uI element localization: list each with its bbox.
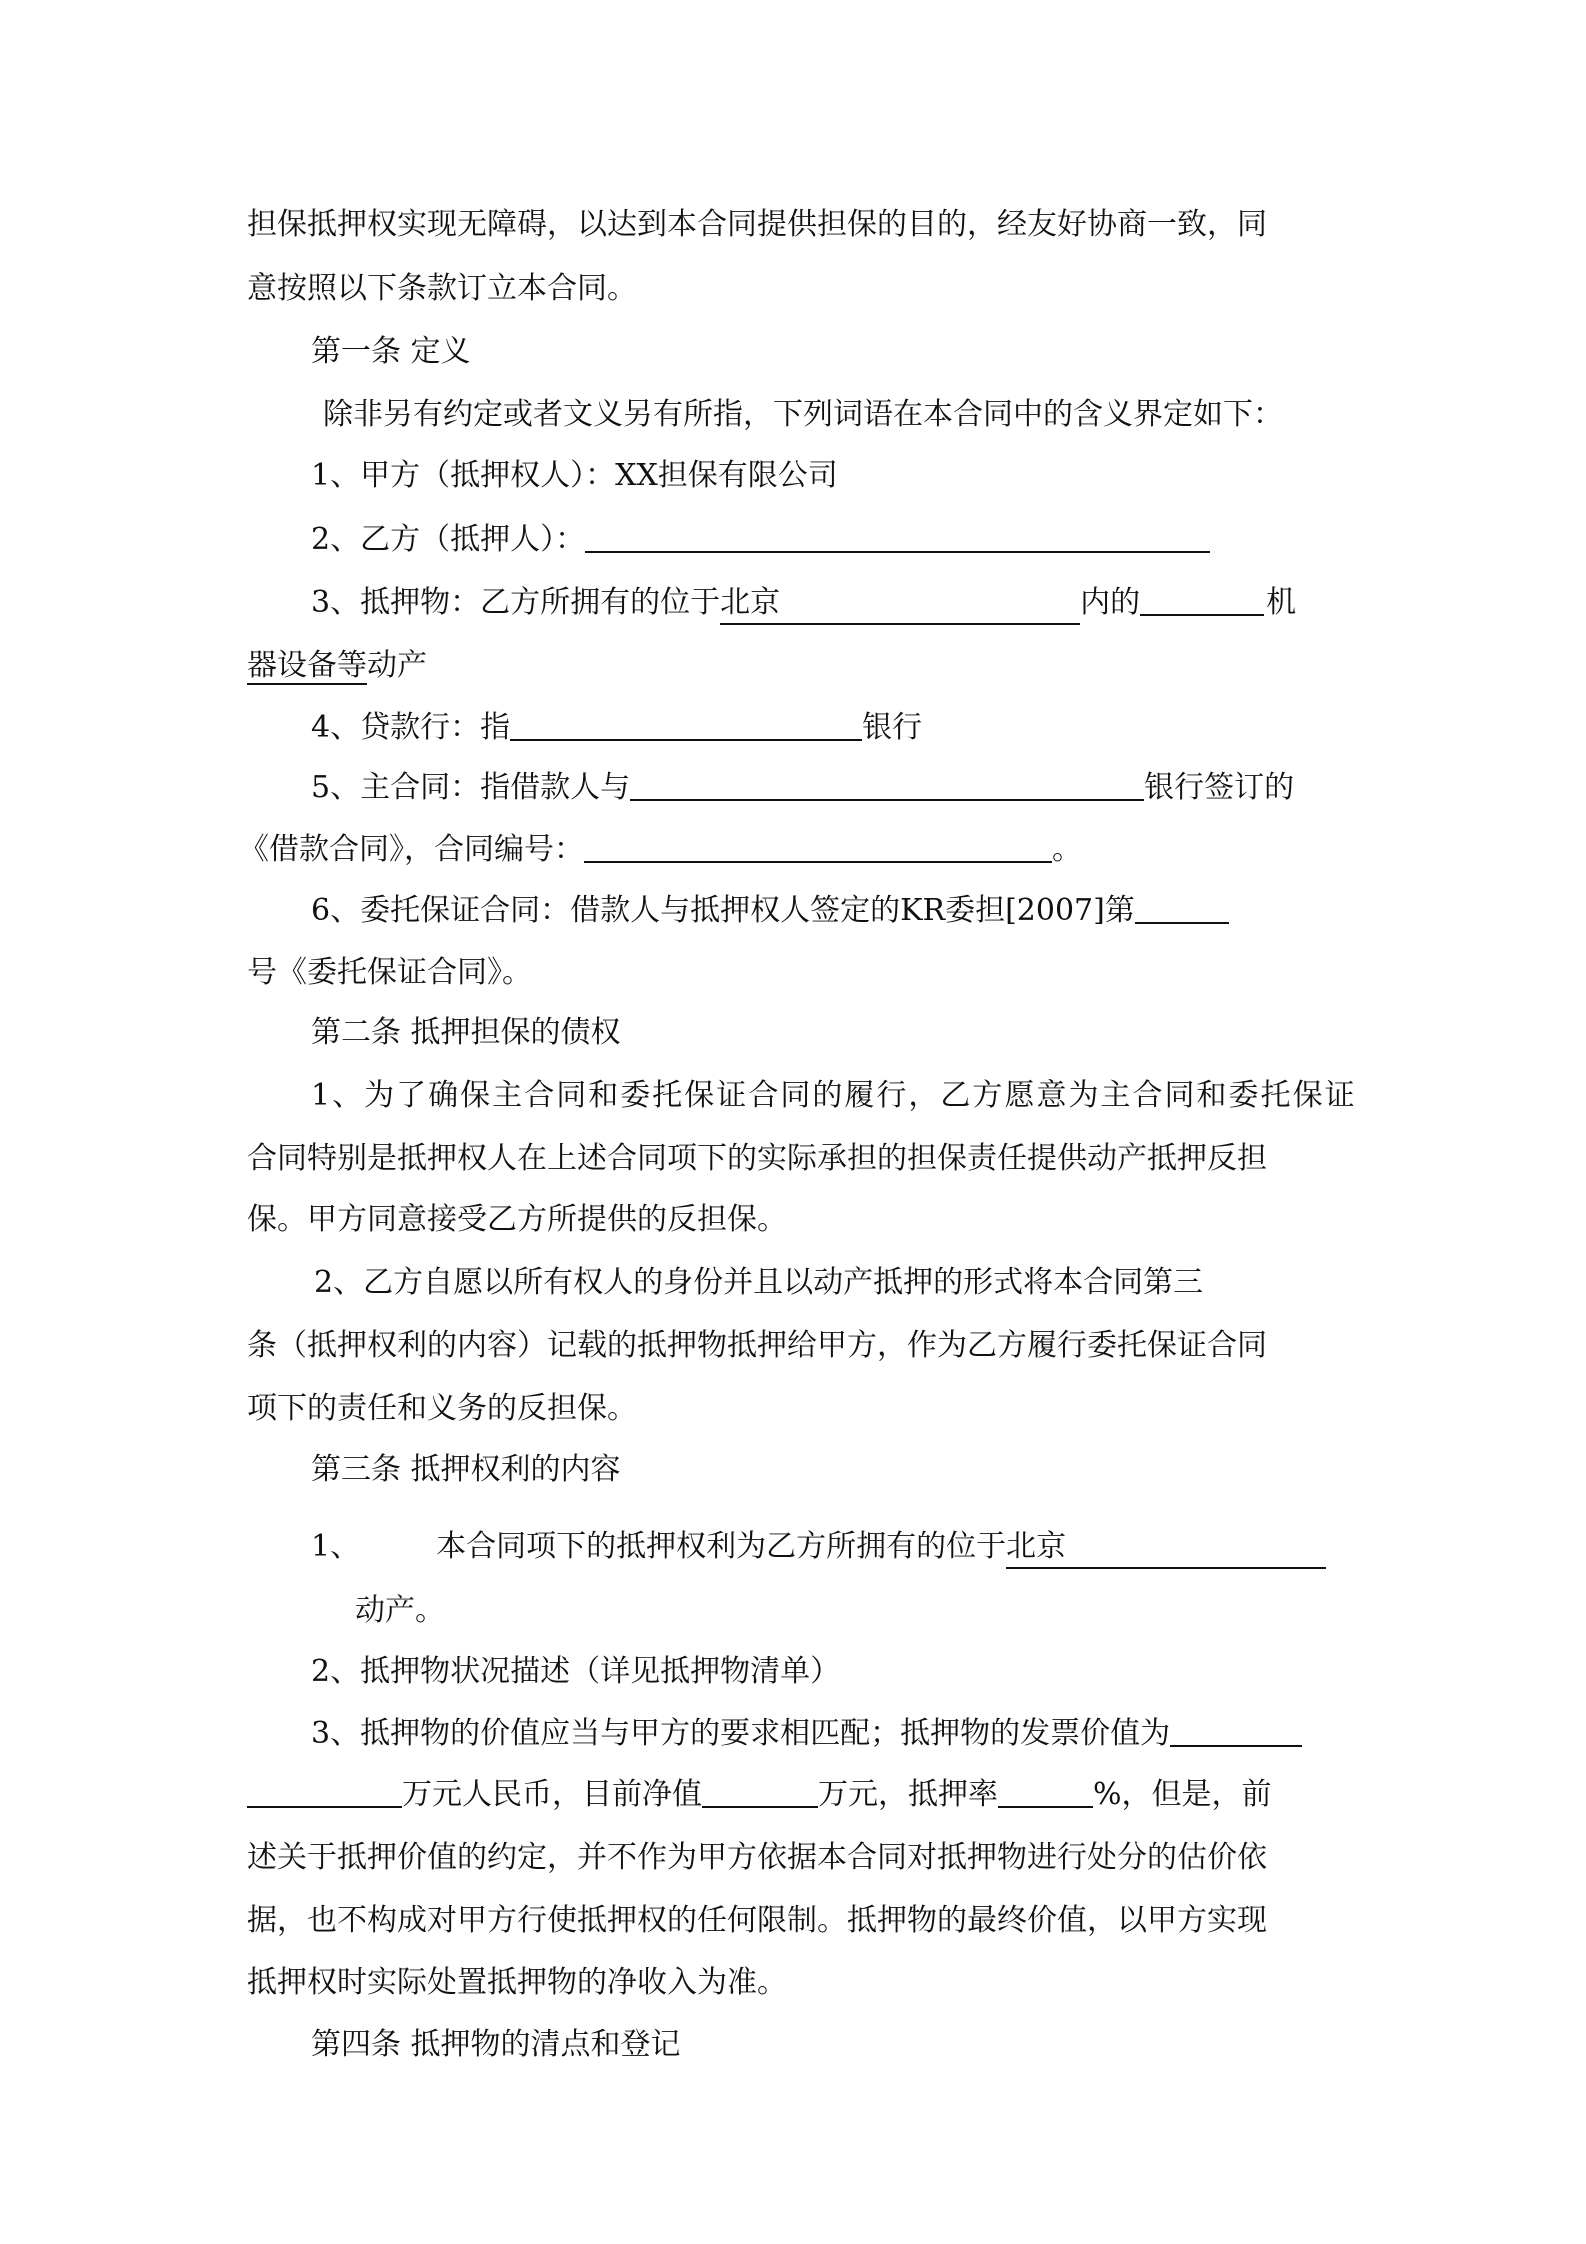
contract-number-blank (584, 831, 1052, 863)
article-3-item-3-line-5: 抵押权时实际处置抵押物的净收入为准。 (247, 1965, 787, 2000)
article-2-heading: 第二条 抵押担保的债权 (311, 1015, 621, 1050)
item-3-equipment: 器设备等 (247, 648, 367, 683)
article-3-item-2: 2、抵押物状况描述（详见抵押物清单） (311, 1654, 841, 1689)
item-3-label: 3、抵押物：乙方所拥有的位于 (311, 585, 721, 620)
item-1-text: 本合同项下的抵押权利为乙方所拥有的位于 (436, 1529, 1007, 1564)
article-3-item-3-line-2 (247, 1775, 1272, 1815)
article-2-p1-line-2: 合同特别是抵押权人在上述合同项下的实际承担的担保责任提供动产抵押反担 (247, 1141, 1267, 1176)
item-3-end: 机 (1266, 585, 1297, 620)
intro-line-2: 意按照以下条款订立本合同。 (247, 271, 637, 306)
item-3-mid: 内的 (1080, 585, 1141, 620)
article-2-p1-line-3: 保。甲方同意接受乙方所提供的反担保。 (247, 1202, 787, 1237)
intro-line-1: 担保抵押权实现无障碍，以达到本合同提供担保的目的，经友好协商一致，同 (247, 207, 1267, 242)
article-1-item-5 (311, 768, 1294, 808)
article-3-item-3-line-3: 述关于抵押价值的约定，并不作为甲方依据本合同对抵押物进行处分的估价依 (247, 1840, 1267, 1875)
item-2-label: 2、乙方（抵押人）： (311, 522, 586, 557)
article-1-item-2 (311, 520, 1210, 560)
article-3-heading: 第三条 抵押权利的内容 (311, 1452, 621, 1487)
article-3-item-3-line-4: 据，也不构成对甲方行使抵押权的任何限制。抵押物的最终价值，以甲方实现 (247, 1903, 1267, 1938)
item-3-blank (1140, 584, 1264, 616)
article-1-item-6 (311, 891, 1229, 931)
item-5-suffix: 银行签订的 (1144, 770, 1295, 805)
article-2-p2-line-3: 项下的责任和义务的反担保。 (247, 1391, 637, 1426)
item-5-label: 5、主合同：指借款人与 (311, 770, 631, 805)
item-4-suffix: 银行 (862, 710, 923, 745)
item-6-label: 6、委托保证合同：借款人与抵押权人签定的KR委担[2007]第 (311, 893, 1135, 928)
invoice-value-blank (1170, 1715, 1302, 1747)
net-value-text: 万元，抵押率 (818, 1777, 998, 1812)
article-2-p2-line-2: 条（抵押权利的内容）记载的抵押物抵押给甲方，作为乙方履行委托保证合同 (247, 1328, 1267, 1363)
article-2-p1-line-1: 1 、 为 了 确 保 主 合 同 和 委 托 保 证 合 同 的 履 行 ， 乙 方 愿 意 为 主 合 同 和 委 托 保 证 (311, 1078, 1355, 1113)
article-3-item-1-line-2: 动产。 (355, 1593, 445, 1628)
guarantee-contract-no-blank (1135, 892, 1229, 924)
item-3-location-field (720, 583, 1080, 625)
item-1-number: 1、 (311, 1529, 361, 1564)
article-1-item-1: 1、甲方（抵押权人）：XX担保有限公司 (311, 458, 838, 493)
article-3-item-1 (311, 1527, 1326, 1567)
article-1-item-6-line-2: 号《委托保证合同》。 (247, 955, 532, 990)
item-3-city: 北京 (720, 585, 781, 620)
article-1-item-3 (311, 583, 1296, 623)
article-1-item-4 (311, 708, 922, 748)
invoice-value-blank-cont (247, 1776, 402, 1808)
item-5-period: 。 (1052, 832, 1082, 867)
article-2-p2-line-1: 2、乙方自愿以所有权人的身份并且以动产抵押的形式将本合同第三 (314, 1265, 1204, 1300)
lending-bank-blank (510, 709, 862, 741)
item-4-label: 4、贷款行：指 (311, 710, 511, 745)
mortgage-rate-blank (998, 1776, 1093, 1808)
net-value-blank (702, 1776, 818, 1808)
article-1-item-3-line-2 (247, 646, 427, 686)
article-1-heading: 第一条 定义 (311, 334, 471, 369)
item-1-city: 北京 (1006, 1529, 1067, 1564)
rate-text: %，但是，前 (1093, 1777, 1272, 1812)
item-1-location-field (1006, 1527, 1326, 1569)
main-contract-bank-blank (630, 769, 1144, 801)
item-5-contract-no-label: 《借款合同》，合同编号： (239, 832, 584, 867)
article-1-item-5-line-2 (239, 830, 1082, 870)
article-4-heading: 第四条 抵押物的清点和登记 (311, 2027, 681, 2062)
party-b-blank (585, 521, 1210, 553)
rmb-text: 万元人民币，目前净值 (402, 1777, 702, 1812)
item-3-text: 3、抵押物的价值应当与甲方的要求相匹配；抵押物的发票价值为 (311, 1716, 1171, 1751)
article-3-item-3 (311, 1714, 1302, 1754)
article-1-lead: 除非另有约定或者文义另有所指，下列词语在本合同中的含义界定如下： (323, 397, 1283, 432)
item-3-movable: 动产 (367, 648, 427, 683)
